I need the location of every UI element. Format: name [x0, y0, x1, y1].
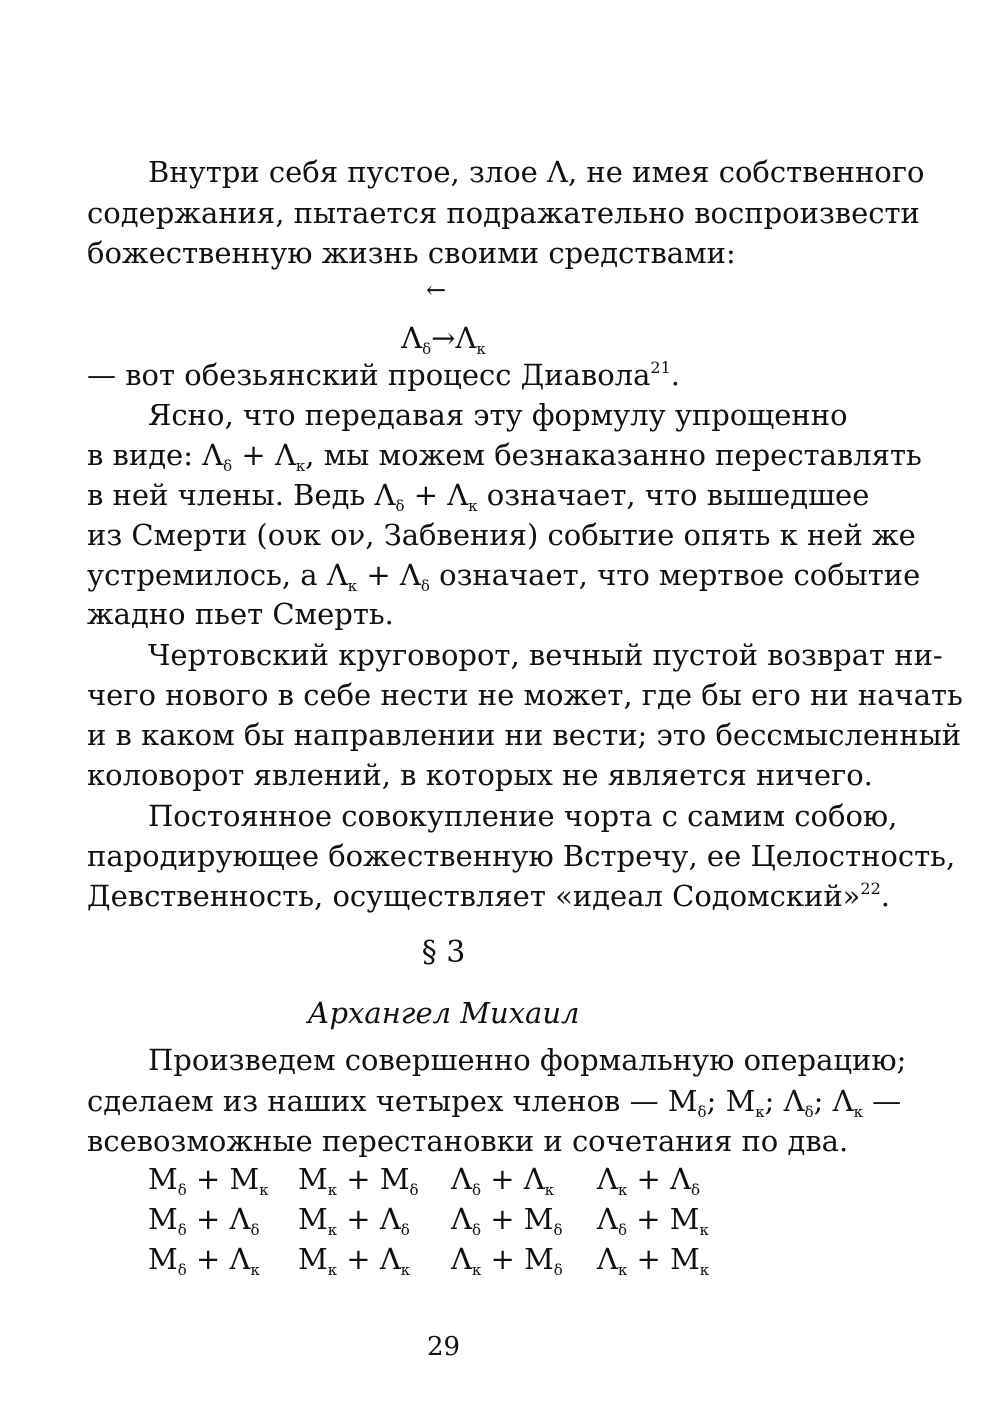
paragraph-line: — вот обезьянский процесс Диавола$^{21}$. [87, 358, 680, 392]
paragraph-line: Внутри себя пустое, злое Λ, не имея собственного [148, 155, 925, 189]
footnote-ref[interactable]: 22 [860, 879, 881, 898]
combination-cell: $\Lambda_\delta + \Lambda_\kappa$ [451, 1162, 555, 1199]
paragraph-line: Ясно, что передавая эту формулу упрощенно [148, 398, 848, 432]
combination-cell: $\Lambda_\kappa + \Lambda_\delta$ [597, 1162, 701, 1199]
footnote-ref[interactable]: 21 [650, 358, 671, 377]
paragraph-line: Девственность, осуществляет «идеал Содомский»$^{22}$. [87, 879, 890, 913]
combination-cell: $М_\kappa + \Lambda_\delta$ [298, 1202, 410, 1239]
paragraph-line: содержания, пытается подражательно воспроизвести [87, 196, 920, 230]
combination-cell: $М_\delta + \Lambda_\kappa$ [148, 1242, 260, 1279]
combination-cell: $\Lambda_\delta + М_\delta$ [451, 1202, 563, 1239]
paragraph-line: жадно пьет Смерть. [87, 597, 394, 631]
combination-cell: $М_\delta + М_\kappa$ [148, 1162, 269, 1199]
paragraph-line: Постоянное совокупление чорта с самим собою, [148, 799, 898, 833]
paragraph-line: чего нового в себе нести не может, где бы его ни начать [87, 678, 963, 712]
combination-cell: $М_\kappa + М_\delta$ [298, 1162, 419, 1199]
paragraph-line: божественную жизнь своими средствами: [87, 236, 736, 270]
page-number: 29 [426, 1332, 461, 1362]
paragraph-line: устремилось, а $\Lambda_\kappa + \Lambda_\delta$ означает, что мертвое событие [87, 558, 921, 595]
paragraph-line: в ней члены. Ведь $\Lambda_\delta + \Lambda_\kappa$ означает, что вышедшее [87, 478, 870, 515]
paragraph-line: из Смерти (ουκ ον, Забвения) событие опять к ней же [87, 518, 916, 552]
combination-cell: $М_\delta + \Lambda_\delta$ [148, 1202, 260, 1239]
combination-cell: $\Lambda_\kappa + М_\kappa$ [597, 1242, 710, 1279]
combination-cell: $\Lambda_\kappa + М_\delta$ [451, 1242, 563, 1279]
section-number: § 3 [421, 935, 466, 970]
paragraph-line: Произведем совершенно формальную операцию; [148, 1043, 907, 1077]
paragraph-line: пародирующее божественную Встречу, ее Целостность, [87, 839, 956, 873]
paragraph-line: Чертовский круговорот, вечный пустой возврат ни- [148, 638, 943, 672]
formula: $\Lambda_\delta\to\Lambda_\kappa$ [401, 321, 486, 358]
paragraph-line: коловорот явлений, в которых не является ничего. [87, 758, 873, 792]
section-title: Архангел Михаил [307, 996, 580, 1030]
paragraph-line: сделаем из наших четырех членов — $М_\delta$; $М_\kappa$; $\Lambda_\delta$; $\Lambda_\kappa$ — [87, 1084, 902, 1121]
paragraph-line: всевозможные перестановки и сочетания по два. [87, 1124, 849, 1158]
combination-cell: $М_\kappa + \Lambda_\kappa$ [298, 1242, 411, 1279]
paragraph-line: в виде: $\Lambda_\delta + \Lambda_\kappa$, мы можем безнаказанно переставлять [87, 438, 922, 475]
left-arrow-icon: ← [426, 276, 447, 304]
paragraph-line: и в каком бы направлении ни вести; это бессмысленный [87, 718, 962, 752]
combination-cell: $\Lambda_\delta + М_\kappa$ [597, 1202, 709, 1239]
